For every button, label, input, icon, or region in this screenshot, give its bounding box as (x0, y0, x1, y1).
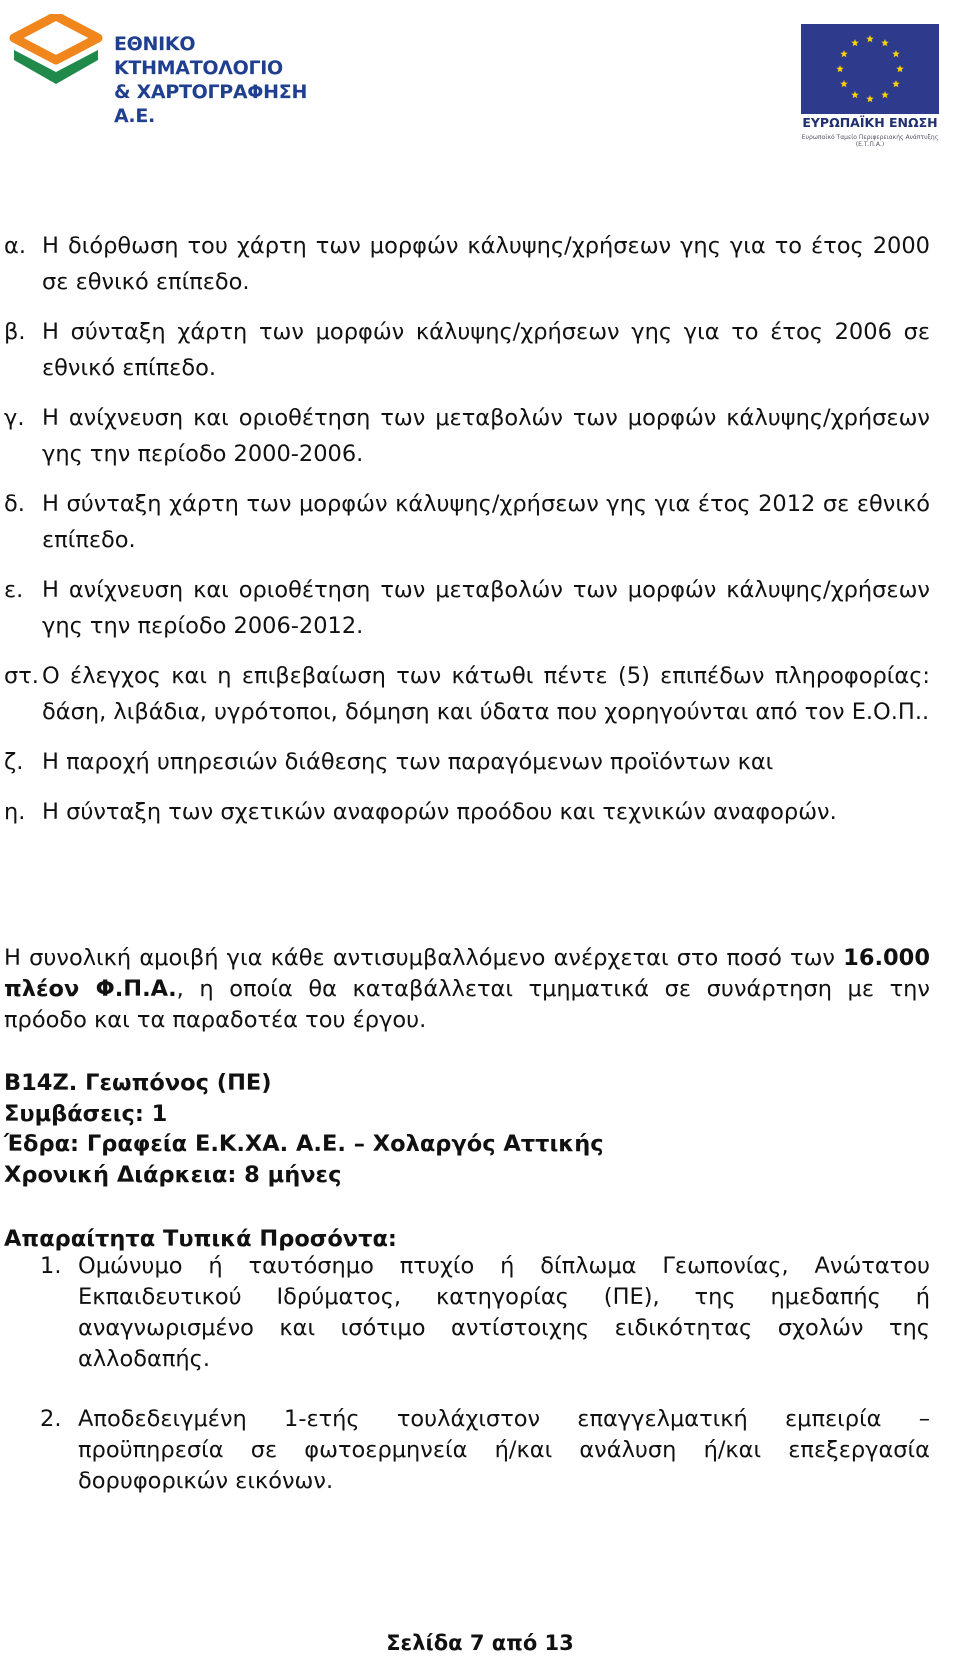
requirement-item (40, 1404, 930, 1497)
list-item (4, 744, 930, 780)
requirements-list (40, 1251, 930, 1526)
position-title: Β14Ζ. Γεωπόνος (ΠΕ) (4, 1070, 272, 1096)
list-item-text: Η παροχή υπηρεσιών διάθεσης των παραγόμενων προϊόντων και (42, 749, 774, 775)
list-item-text: Η ανίχνευση και οριοθέτηση των μεταβολών των μορφών κάλυψης/χρήσεων γης την περίοδο 2000-2006. (42, 405, 930, 467)
list-item (4, 228, 930, 300)
list-item-marker: ε. (4, 577, 24, 603)
list-item (4, 314, 930, 386)
list-item-marker: β. (4, 319, 26, 345)
payment-text-after: , η οποία θα καταβάλλεται τμηματικά σε συνάρτηση με την πρόοδο και τα παραδοτέα του έργου. (4, 976, 930, 1033)
ktimatologio-name (114, 32, 326, 128)
list-item-marker: στ. (4, 663, 39, 689)
payment-text-before: Η συνολική αμοιβή για κάθε αντισυμβαλλόμενο ανέρχεται στο ποσό των (4, 945, 844, 971)
list-item (4, 486, 930, 558)
position-info (4, 1068, 604, 1190)
list-item-text: Η σύνταξη χάρτη των μορφών κάλυψης/χρήσεων γης για το έτος 2006 σε εθνικό επίπεδο. (42, 319, 930, 381)
list-item-text: Ο έλεγχος και η επιβεβαίωση των κάτωθι πέντε (5) επιπέδων πληροφορίας: δάση, λιβάδια, υγρότοποι, δόμηση και ύδατα που χορηγούνται από τον Ε.Ο.Π.. (42, 663, 930, 725)
list-item-text: Η ανίχνευση και οριοθέτηση των μεταβολών των μορφών κάλυψης/χρήσεων γης την περίοδο 2006-2012. (42, 577, 930, 639)
requirement-text: Ομώνυμο ή ταυτόσημο πτυχίο ή δίπλωμα Γεωπονίας, Ανώτατου Εκπαιδευτικού Ιδρύματος, κατηγορίας (ΠΕ), της ημεδαπής ή αναγνωρισμένο και ισότιμο αντίστοιχης ειδικότητας σχολών της αλλοδαπής. (78, 1253, 930, 1372)
eu-flag-icon (801, 24, 939, 114)
position-seat: Έδρα: Γραφεία Ε.Κ.ΧΑ. Α.Ε. – Χολαργός Αττικής (4, 1131, 604, 1157)
list-item-marker: γ. (4, 405, 25, 431)
list-item-text: Η σύνταξη των σχετικών αναφορών προόδου και τεχνικών αναφορών. (42, 799, 837, 825)
requirement-text: Αποδεδειγμένη 1-ετής τουλάχιστον επαγγελματική εμπειρία – προϋπηρεσία σε φωτοερμηνεία ή/και ανάλυση ή/και επεξεργασία δορυφορικών εικόνων. (78, 1406, 930, 1494)
requirement-marker: 1. (40, 1253, 62, 1279)
list-item-marker: α. (4, 233, 26, 259)
eu-subtitle: Ευρωπαϊκό Ταμείο Περιφερειακής Ανάπτυξης (Ε.Τ.Π.Α.) (801, 134, 939, 148)
list-item-marker: ζ. (4, 749, 24, 775)
position-contracts: Συμβάσεις: 1 (4, 1100, 168, 1127)
eu-label: ΕΥΡΩΠΑΪΚΗ ΕΝΩΣΗ (802, 115, 938, 130)
list-item (4, 572, 930, 644)
ktimatologio-emblem-icon (6, 14, 106, 94)
page-number: Σελίδα 7 από 13 (386, 1631, 574, 1655)
ktimatologio-logo (6, 14, 326, 127)
page-header (0, 0, 960, 165)
list-item (4, 794, 930, 830)
org-line-2: & ΧΑΡΤΟΓΡΑΦΗΣΗ Α.Ε. (114, 81, 308, 127)
payment-paragraph (4, 943, 930, 1036)
position-duration: Χρονική Διάρκεια: 8 μήνες (4, 1161, 342, 1188)
org-line-1: ΕΘΝΙΚΟ ΚΤΗΜΑΤΟΛΟΓΙΟ (114, 33, 283, 79)
objectives-list (4, 228, 930, 844)
list-item-marker: η. (4, 799, 26, 825)
requirements-title: Απαραίτητα Τυπικά Προσόντα: (4, 1226, 397, 1252)
list-item-marker: δ. (4, 491, 25, 517)
eu-logo (795, 20, 945, 148)
payment-amount: 16.000 πλέον Φ.Π.Α. (4, 945, 930, 1002)
list-item (4, 658, 930, 730)
requirement-item (40, 1251, 930, 1375)
list-item-text: Η σύνταξη χάρτη των μορφών κάλυψης/χρήσεων γης για έτος 2012 σε εθνικό επίπεδο. (42, 491, 930, 553)
requirement-marker: 2. (40, 1406, 62, 1432)
list-item (4, 400, 930, 472)
list-item-text: Η διόρθωση του χάρτη των μορφών κάλυψης/χρήσεων γης για το έτος 2000 σε εθνικό επίπεδο. (42, 233, 930, 295)
